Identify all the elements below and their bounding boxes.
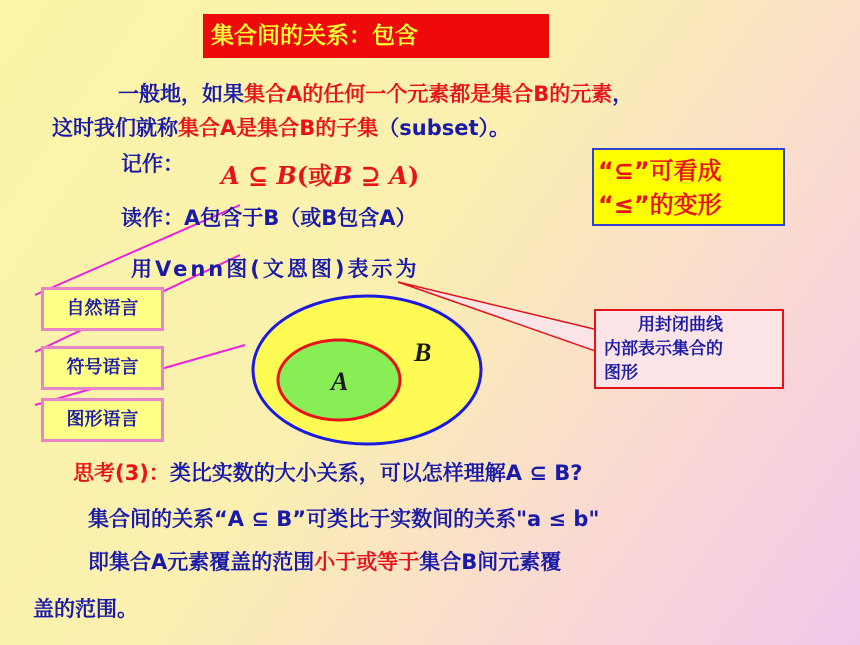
superset-symbol: ⊇ xyxy=(360,161,381,190)
definition-text: （subset）。 xyxy=(378,116,511,140)
graphic-language-box: 图形语言 xyxy=(41,398,164,442)
formula-close: ) xyxy=(407,161,420,190)
formula-b: B xyxy=(276,161,297,190)
think-question xyxy=(73,457,582,487)
meaning-line-2: 盖的范围。 xyxy=(33,597,138,621)
callout-line-2: 内部表示集合的 xyxy=(604,339,723,359)
notation-formula xyxy=(221,156,419,191)
definition-text: 这时我们就称 xyxy=(52,116,178,140)
definition-text: ， xyxy=(612,82,634,106)
meaning-highlight: 小于或等于 xyxy=(314,550,420,574)
venn-diagram xyxy=(253,296,481,444)
analogy-line: 集合间的关系“A ⊆ B”可类比于实数间的关系"a ≤ b" xyxy=(88,507,600,531)
reading-line: 读作：A包含于B（或B包含A） xyxy=(121,206,417,230)
formula-b2: B xyxy=(332,161,353,190)
callout-line-1: 用封闭曲线 xyxy=(638,315,723,335)
note-line-2: “≤”的变形 xyxy=(598,191,722,219)
definition-highlight: 集合A是集合B的子集 xyxy=(178,116,379,140)
slide-title: 集合间的关系：包含 xyxy=(203,14,549,58)
formula-a2: A xyxy=(389,161,408,190)
notation-label: 记作： xyxy=(121,152,184,176)
formula-open: (或 xyxy=(296,161,333,190)
think-label: 思考(3)： xyxy=(73,461,170,485)
callout-line-3: 图形 xyxy=(604,363,638,383)
venn-label-b: B xyxy=(414,338,432,367)
definition-highlight: 集合A的任何一个元素都是集合B的元素 xyxy=(244,82,613,106)
note-box xyxy=(592,148,785,226)
definition-line-1 xyxy=(118,78,633,108)
definition-line-2 xyxy=(52,112,510,142)
callout-box xyxy=(594,309,784,389)
meaning-text: 集合B间元素覆 xyxy=(419,550,562,574)
note-line-1: “⊆”可看成 xyxy=(598,157,722,185)
subset-symbol: ⊆ xyxy=(247,161,269,190)
venn-label-a: A xyxy=(331,367,349,396)
definition-text: 一般地，如果 xyxy=(118,82,244,106)
meaning-line-1 xyxy=(88,546,561,576)
natural-language-box: 自然语言 xyxy=(41,287,164,331)
formula-a: A xyxy=(221,161,240,190)
venn-caption: 用Venn图(文恩图)表示为 xyxy=(131,257,420,281)
symbolic-language-box: 符号语言 xyxy=(41,346,164,390)
meaning-text: 即集合A元素覆盖的范围 xyxy=(88,550,315,574)
think-text: 类比实数的大小关系，可以怎样理解A ⊆ B? xyxy=(169,461,583,485)
